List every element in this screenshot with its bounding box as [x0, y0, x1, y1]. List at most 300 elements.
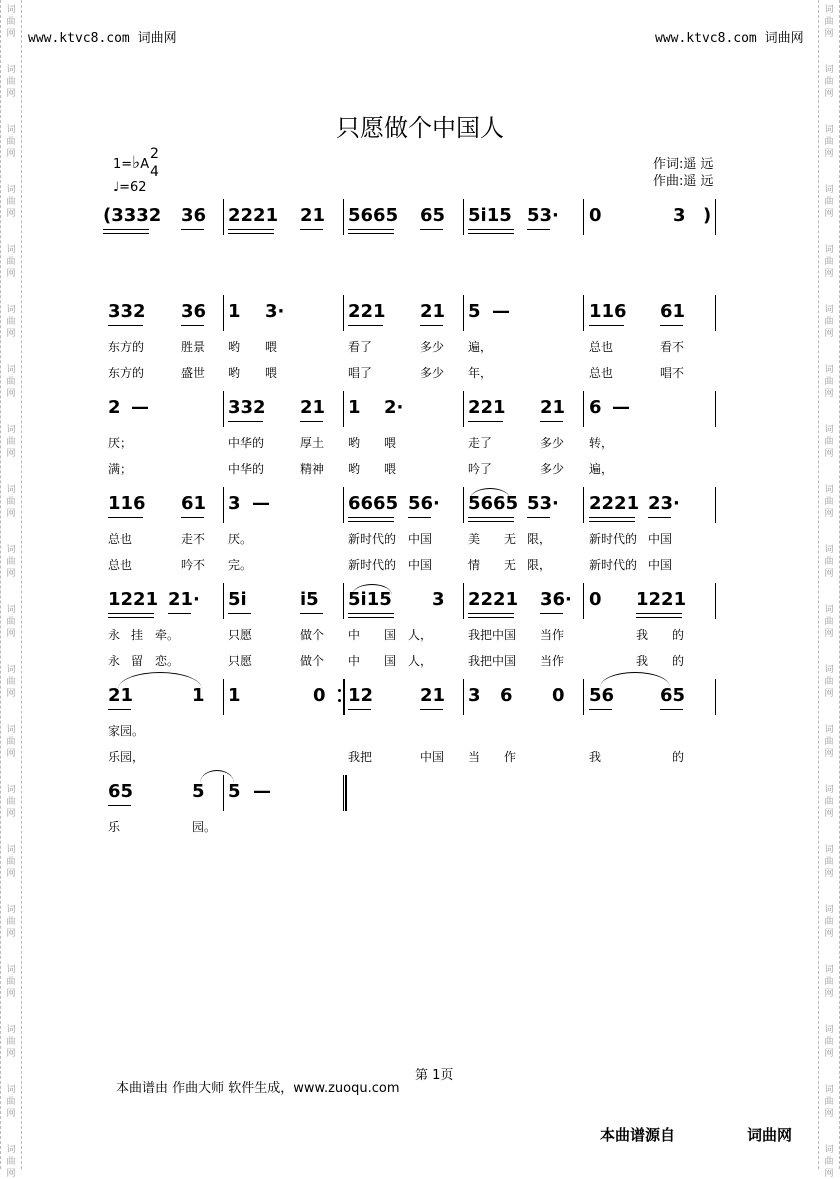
beam-line [636, 613, 682, 614]
note: 5665 [468, 493, 519, 514]
side-mark: 网 [824, 389, 834, 399]
side-mark: 网 [824, 569, 834, 579]
header-left-url[interactable]: www.ktvc8.com 词曲网 [28, 31, 177, 46]
note: 5 [228, 781, 241, 802]
side-mark: 网 [6, 89, 16, 99]
lyric-verse-2: 人， [408, 654, 433, 668]
note: 5665 [348, 205, 399, 226]
barline [343, 391, 344, 427]
note: 61 [660, 301, 686, 322]
lyric-verse-2: 哟 [348, 462, 361, 476]
lyric-verse-1: 总也 [589, 340, 614, 354]
lyric-verse-1: 看了 [348, 340, 373, 354]
lyric-verse-2: 中 [348, 654, 361, 668]
side-mark: 词 [6, 545, 16, 555]
lyric-verse-1: 喂 [265, 340, 278, 354]
note: ) [703, 205, 712, 226]
side-mark: 曲 [824, 197, 834, 207]
note: 6 [589, 397, 602, 418]
beam-line [527, 517, 550, 518]
barline [223, 295, 224, 331]
side-mark: 网 [824, 689, 834, 699]
lyric-verse-2: 无 [504, 558, 517, 572]
side-mark: 曲 [824, 1037, 834, 1047]
beam-line [540, 613, 563, 614]
barline [463, 295, 464, 331]
lyric-verse-2: 只愿 [228, 654, 253, 668]
lyric-verse-2: 我 [636, 654, 649, 668]
lyric-verse-1: 国 [384, 628, 397, 642]
lyric-verse-1: 牵。 [155, 628, 180, 642]
song-title: 只愿做个中国人 [336, 114, 504, 142]
note: 65 [420, 205, 446, 226]
barline [463, 487, 464, 523]
side-mark: 词 [6, 485, 16, 495]
beam-line [348, 521, 394, 522]
note: 21 [540, 397, 566, 418]
side-mark: 词 [824, 5, 834, 15]
lyric-verse-2: 我把中国 [468, 654, 517, 668]
lyric-verse-2: 唱不 [660, 366, 685, 380]
side-mark: 曲 [824, 377, 834, 387]
side-mark: 词 [824, 785, 834, 795]
side-mark: 词 [824, 905, 834, 915]
side-mark: 曲 [824, 257, 834, 267]
barline [583, 679, 584, 715]
slur [352, 584, 392, 595]
side-mark: 词 [824, 425, 834, 435]
note: 2 [108, 397, 121, 418]
lyric-verse-2: 乐园， [108, 750, 145, 764]
note: 0 [313, 685, 326, 706]
side-mark: 网 [6, 629, 16, 639]
lyric-verse-1: 的 [672, 628, 685, 642]
note: 21· [168, 589, 200, 610]
lyric-verse-1: 多少 [420, 340, 445, 354]
beam-line [300, 421, 323, 422]
note: 1221 [636, 589, 687, 610]
lyric-verse-2: 的 [672, 654, 685, 668]
beam-line [468, 617, 514, 618]
side-mark: 曲 [824, 437, 834, 447]
lyric-verse-2: 中国 [420, 750, 445, 764]
lyric-verse-1: 挂 [131, 628, 144, 642]
key-signature: 1=♭A [113, 153, 150, 173]
beam-line [108, 613, 154, 614]
lyric-verse-2: 恋。 [155, 654, 180, 668]
final-barline [345, 775, 347, 811]
note: 1 [348, 397, 361, 418]
lyric-verse-2: 盛世 [181, 366, 206, 380]
side-mark: 曲 [6, 737, 16, 747]
repeat-dot [338, 689, 341, 692]
beam-line [348, 709, 371, 710]
side-mark: 曲 [6, 497, 16, 507]
barline [583, 295, 584, 331]
note: 21 [108, 685, 134, 706]
lyric-verse-2: 中国 [648, 558, 673, 572]
beam-line [420, 229, 443, 230]
beam-line [228, 421, 263, 422]
note: 1 [228, 685, 241, 706]
note: 6665 [348, 493, 399, 514]
lyric-verse-2: 限， [527, 558, 552, 572]
beam-line [468, 517, 514, 518]
side-mark: 网 [824, 809, 834, 819]
lyric-verse-1: 转， [589, 436, 614, 450]
side-mark: 网 [6, 869, 16, 879]
side-mark: 曲 [6, 557, 16, 567]
beam-line [108, 805, 131, 806]
barline [715, 391, 716, 427]
side-mark: 曲 [824, 617, 834, 627]
lyric-verse-1: 走不 [181, 532, 206, 546]
lyric-verse-1: 我 [636, 628, 649, 642]
lyric-verse-1: 永 [108, 628, 121, 642]
note: 36 [181, 205, 207, 226]
side-mark: 曲 [824, 917, 834, 927]
note: — [131, 397, 149, 418]
side-mark: 网 [824, 29, 834, 39]
note: 5i [228, 589, 247, 610]
barline [463, 391, 464, 427]
lyric-verse-2: 完。 [228, 558, 253, 572]
quarter-note-icon: ♩ [113, 180, 120, 195]
lyricist-credit: 作词:遥 远 [653, 157, 714, 172]
barline [583, 391, 584, 427]
source-label: 本曲谱源自 [600, 1126, 676, 1144]
side-mark: 曲 [6, 1097, 16, 1107]
beam-line [108, 709, 131, 710]
barline [583, 487, 584, 523]
beam-line [348, 325, 383, 326]
beam-line [228, 229, 274, 230]
side-mark: 词 [824, 725, 834, 735]
side-mark: 曲 [824, 1097, 834, 1107]
barline [223, 487, 224, 523]
lyric-verse-1: 走了 [468, 436, 493, 450]
side-mark: 曲 [824, 737, 834, 747]
side-mark: 网 [6, 689, 16, 699]
lyric-verse-2: 多少 [540, 462, 565, 476]
lyric-verse-2: 作 [504, 750, 517, 764]
side-mark: 网 [824, 749, 834, 759]
barline [463, 199, 464, 235]
slur [118, 672, 202, 689]
side-mark: 词 [824, 605, 834, 615]
beam-line [589, 521, 635, 522]
lyric-verse-1: 看不 [660, 340, 685, 354]
lyric-verse-1: 中 [348, 628, 361, 642]
note: — [252, 493, 270, 514]
lyric-verse-2: 国 [384, 654, 397, 668]
beam-line [348, 617, 394, 618]
note: — [492, 301, 510, 322]
side-mark: 网 [6, 1049, 16, 1059]
side-mark: 词 [6, 605, 16, 615]
side-mark: 网 [824, 89, 834, 99]
side-mark: 网 [6, 809, 16, 819]
lyric-verse-2: 满； [108, 462, 133, 476]
side-mark: 曲 [6, 1157, 16, 1167]
lyric-verse-1: 哟 [228, 340, 241, 354]
lyric-verse-1: 哟 [348, 436, 361, 450]
side-mark: 词 [6, 425, 16, 435]
beam-line [108, 617, 154, 618]
source-site[interactable]: 词曲网 [747, 1126, 793, 1144]
side-mark: 词 [6, 305, 16, 315]
lyric-verse-1: 厌； [108, 436, 133, 450]
side-mark: 词 [824, 1085, 834, 1095]
side-mark: 曲 [824, 77, 834, 87]
side-mark: 曲 [824, 137, 834, 147]
beam-line [468, 233, 514, 234]
lyric-verse-1: 新时代的 [589, 532, 638, 546]
side-mark: 网 [824, 149, 834, 159]
lyric-verse-1: 中国 [408, 532, 433, 546]
note: 61 [181, 493, 207, 514]
note: 221 [468, 397, 506, 418]
lyric-verse-1: 胜景 [181, 340, 206, 354]
side-mark: 词 [824, 965, 834, 975]
side-mark: 网 [6, 749, 16, 759]
generator-note: 本曲谱由 作曲大师 软件生成，www.zuoqu.com [116, 1081, 400, 1096]
side-mark: 词 [824, 545, 834, 555]
side-mark: 词 [6, 785, 16, 795]
lyric-verse-1: 新时代的 [348, 532, 397, 546]
lyric-verse-2: 新时代的 [348, 558, 397, 572]
side-mark: 词 [824, 125, 834, 135]
beam-line [228, 613, 251, 614]
note: 5 [192, 781, 205, 802]
side-mark: 词 [824, 485, 834, 495]
beam-line [348, 517, 394, 518]
side-mark: 词 [6, 245, 16, 255]
beam-line [468, 229, 514, 230]
side-mark: 词 [6, 665, 16, 675]
note: 116 [108, 493, 146, 514]
side-mark: 词 [6, 725, 16, 735]
slur [200, 770, 234, 783]
beam-line [300, 613, 323, 614]
note: 23· [648, 493, 680, 514]
lyric-verse-1: 限， [527, 532, 552, 546]
beam-line [348, 613, 394, 614]
lyric-verse-2: 多少 [420, 366, 445, 380]
note: 5i15 [468, 205, 512, 226]
lyric-verse-1: 家园。 [108, 724, 145, 738]
side-mark: 词 [6, 125, 16, 135]
barline [583, 199, 584, 235]
lyric-verse-2: 留 [131, 654, 144, 668]
note: 2221 [589, 493, 640, 514]
side-mark: 曲 [6, 677, 16, 687]
side-mark: 曲 [6, 917, 16, 927]
lyric-verse-2: 永 [108, 654, 121, 668]
lyric-verse-2: 当作 [540, 654, 565, 668]
barline [715, 583, 716, 619]
note: 53· [527, 493, 559, 514]
barline [583, 583, 584, 619]
note: 5 [468, 301, 481, 322]
lyric-verse-1: 我把中国 [468, 628, 517, 642]
beam-line [408, 517, 431, 518]
side-mark: 词 [824, 185, 834, 195]
note: i5 [300, 589, 319, 610]
note: 36· [540, 589, 572, 610]
beam-line [589, 517, 635, 518]
side-mark: 词 [6, 1085, 16, 1095]
lyric-verse-2: 总也 [589, 366, 614, 380]
lyric-verse-1: 只愿 [228, 628, 253, 642]
beam-line [468, 521, 514, 522]
side-mark: 曲 [824, 797, 834, 807]
note: 1 [228, 301, 241, 322]
side-mark: 词 [824, 1145, 834, 1155]
lyric-verse-1: 乐 [108, 820, 121, 834]
side-mark: 网 [824, 1049, 834, 1059]
lyric-verse-2: 情 [468, 558, 481, 572]
note: 65 [660, 685, 686, 706]
side-mark: 网 [824, 449, 834, 459]
side-mark: 网 [6, 1109, 16, 1119]
lyric-verse-2: 中国 [408, 558, 433, 572]
note: 3 [432, 589, 445, 610]
side-mark: 网 [824, 929, 834, 939]
barline [715, 295, 716, 331]
side-mark: 曲 [824, 1157, 834, 1167]
side-mark: 词 [6, 1025, 16, 1035]
side-mark: 曲 [824, 677, 834, 687]
side-mark: 词 [6, 1145, 16, 1155]
side-mark: 网 [824, 209, 834, 219]
side-mark: 曲 [824, 977, 834, 987]
beam-line [348, 229, 394, 230]
beam-line [589, 709, 612, 710]
side-mark: 词 [824, 845, 834, 855]
side-mark: 网 [6, 329, 16, 339]
side-mark: 曲 [824, 317, 834, 327]
note: 12 [348, 685, 374, 706]
note: 3 [468, 685, 481, 706]
lyric-verse-2: 唱了 [348, 366, 373, 380]
lyric-verse-1: 园。 [192, 820, 217, 834]
beam-line [589, 325, 624, 326]
left-margin-strip [0, 0, 22, 1179]
time-signature-top: 2 [150, 146, 159, 162]
lyric-verse-1: 美 [468, 532, 481, 546]
side-mark: 词 [824, 305, 834, 315]
side-mark: 网 [6, 29, 16, 39]
barline [223, 679, 224, 715]
lyric-verse-2: 喂 [384, 462, 397, 476]
lyric-verse-1: 中华的 [228, 436, 265, 450]
barline [463, 679, 464, 715]
side-mark: 词 [6, 185, 16, 195]
note: 221 [348, 301, 386, 322]
side-mark: 网 [6, 269, 16, 279]
lyric-verse-2: 吟不 [181, 558, 206, 572]
beam-line [103, 229, 149, 230]
side-mark: 词 [824, 245, 834, 255]
note: 65 [108, 781, 134, 802]
lyric-verse-1: 人， [408, 628, 433, 642]
beam-line [660, 325, 683, 326]
side-mark: 网 [6, 149, 16, 159]
side-mark: 曲 [824, 17, 834, 27]
note: 0 [589, 589, 602, 610]
side-mark: 词 [6, 65, 16, 75]
side-mark: 曲 [824, 497, 834, 507]
barline [715, 679, 716, 715]
side-mark: 网 [6, 1169, 16, 1179]
beam-line [648, 517, 671, 518]
lyric-verse-2: 的 [672, 750, 685, 764]
side-mark: 网 [6, 509, 16, 519]
side-mark: 曲 [6, 17, 16, 27]
beam-line [300, 229, 323, 230]
beam-line [636, 617, 682, 618]
lyric-verse-2: 总也 [108, 558, 133, 572]
side-mark: 词 [824, 65, 834, 75]
beam-line [527, 229, 550, 230]
beam-line [181, 517, 204, 518]
right-margin-strip [818, 0, 840, 1179]
lyric-verse-1: 东方的 [108, 340, 145, 354]
side-mark: 网 [824, 629, 834, 639]
slur [470, 488, 510, 499]
side-mark: 网 [6, 449, 16, 459]
side-mark: 曲 [824, 557, 834, 567]
beam-line [468, 421, 503, 422]
side-mark: 词 [6, 365, 16, 375]
beam-line [540, 421, 563, 422]
note: 0 [552, 685, 565, 706]
header-right-url[interactable]: www.ktvc8.com 词曲网 [655, 31, 804, 46]
lyric-verse-2: 吟了 [468, 462, 493, 476]
barline [343, 199, 344, 235]
side-mark: 曲 [6, 977, 16, 987]
lyric-verse-2: 东方的 [108, 366, 145, 380]
note: 5i15 [348, 589, 392, 610]
side-mark: 词 [6, 5, 16, 15]
lyric-verse-1: 当作 [540, 628, 565, 642]
lyric-verse-2: 我把 [348, 750, 373, 764]
note: 3 [228, 493, 241, 514]
slur [600, 672, 670, 687]
side-mark: 曲 [6, 617, 16, 627]
side-mark: 曲 [6, 857, 16, 867]
side-mark: 网 [824, 269, 834, 279]
side-mark: 曲 [6, 317, 16, 327]
note: 6 [500, 685, 513, 706]
note: 2221 [468, 589, 519, 610]
side-mark: 曲 [6, 437, 16, 447]
barline [343, 487, 344, 523]
side-mark: 网 [824, 1169, 834, 1179]
beam-line [660, 709, 683, 710]
barline [223, 583, 224, 619]
note: 21 [420, 301, 446, 322]
side-mark: 曲 [6, 77, 16, 87]
page-number: 第 1页 [415, 1068, 454, 1083]
beam-line [108, 325, 143, 326]
side-mark: 网 [824, 509, 834, 519]
lyric-verse-1: 总也 [108, 532, 133, 546]
side-mark: 网 [824, 329, 834, 339]
note: 36 [181, 301, 207, 322]
note: 1 [192, 685, 205, 706]
